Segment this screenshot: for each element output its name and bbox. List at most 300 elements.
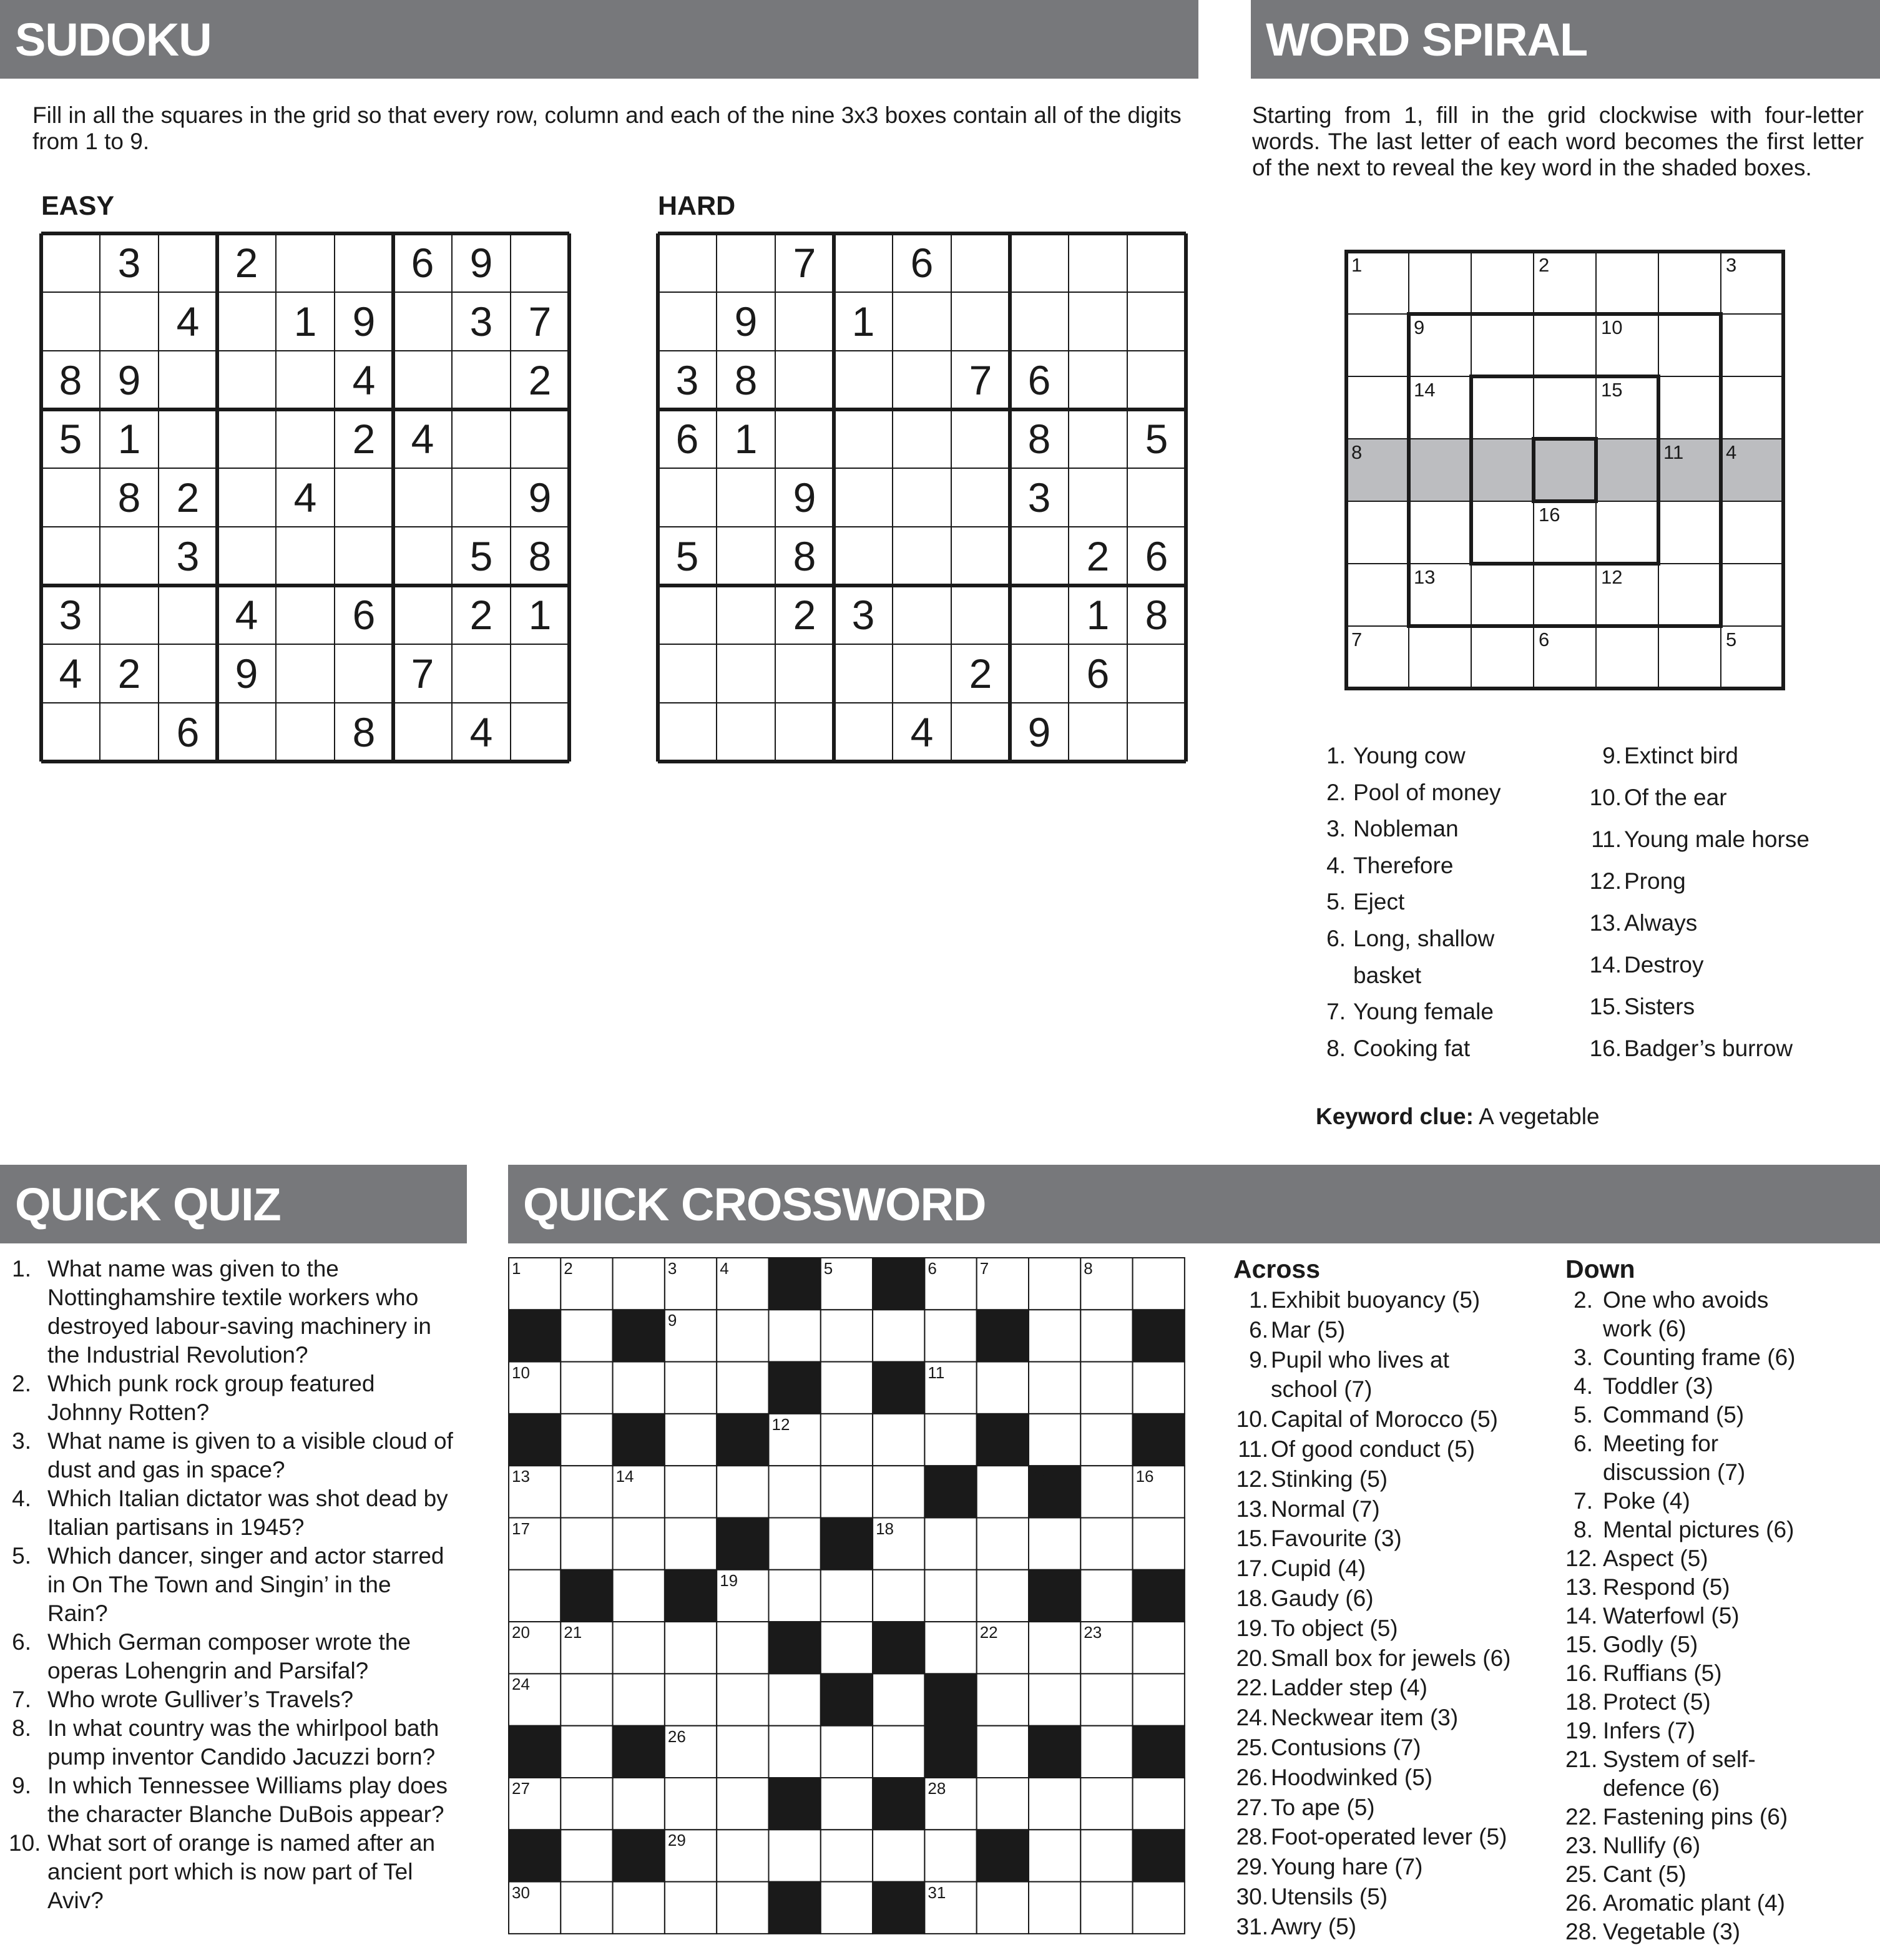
crossword-cell[interactable] [1029, 1414, 1080, 1466]
crossword-cell[interactable] [821, 1726, 873, 1778]
sudoku-cell[interactable] [452, 644, 511, 703]
clue-text: Nottinghamshire textile workers who [47, 1285, 419, 1310]
sudoku-cell[interactable]: 8 [1027, 416, 1051, 462]
crossword-cell[interactable] [613, 1622, 665, 1673]
sudoku-cell[interactable] [775, 292, 834, 351]
sudoku-cell[interactable]: 3 [469, 298, 493, 345]
sudoku-cell[interactable] [951, 233, 1010, 292]
crossword-cell[interactable] [977, 1726, 1029, 1778]
crossword-cell[interactable] [1029, 1362, 1080, 1414]
sudoku-cell[interactable] [100, 527, 159, 586]
sudoku-cell[interactable] [217, 703, 276, 762]
sudoku-cell[interactable] [1010, 644, 1069, 703]
sudoku-cell[interactable] [893, 409, 951, 468]
crossword-cell[interactable] [717, 1362, 768, 1414]
sudoku-cell[interactable] [217, 468, 276, 527]
clue-text: Therefore [1353, 852, 1454, 878]
black-square [924, 1466, 976, 1517]
crossword-cell[interactable] [665, 1466, 717, 1517]
clue-text: What name was given to the [47, 1256, 339, 1281]
sudoku-cell[interactable]: 8 [793, 533, 816, 579]
crossword-cell[interactable] [561, 1882, 612, 1934]
sudoku-cell[interactable] [893, 468, 951, 527]
clue-text: Of the ear [1624, 785, 1727, 810]
crossword-cell[interactable] [665, 1882, 717, 1934]
crossword-cell[interactable] [1133, 1258, 1185, 1310]
clue-number: 28. [1236, 1824, 1268, 1850]
crossword-cell[interactable] [821, 1778, 873, 1830]
sudoku-cell[interactable]: 6 [910, 240, 934, 286]
crossword-cell[interactable] [924, 1570, 976, 1622]
sudoku-cell[interactable] [41, 527, 100, 586]
crossword-cell[interactable] [1133, 1362, 1185, 1414]
crossword-cell[interactable] [821, 1570, 873, 1622]
crossword-cell[interactable] [873, 1570, 924, 1622]
sudoku-cell[interactable] [276, 644, 335, 703]
sudoku-cell[interactable] [217, 527, 276, 586]
crossword-number: 31 [928, 1883, 946, 1902]
black-square [977, 1414, 1029, 1466]
sudoku-cell[interactable]: 2 [235, 240, 258, 286]
crossword-cell[interactable] [665, 1673, 717, 1725]
clue-number: 10. [1589, 785, 1622, 810]
sudoku-cell[interactable] [893, 586, 951, 644]
sudoku-cell[interactable] [159, 351, 217, 409]
sudoku-cell[interactable] [1010, 292, 1069, 351]
crossword-cell[interactable] [1133, 1673, 1185, 1725]
sudoku-cell[interactable] [217, 409, 276, 468]
crossword-cell[interactable] [561, 1778, 612, 1830]
sudoku-cell[interactable]: 8 [528, 533, 552, 579]
sudoku-cell[interactable] [1127, 233, 1186, 292]
crossword-cell[interactable] [924, 1518, 976, 1570]
crossword-cell[interactable] [924, 1310, 976, 1361]
sudoku-cell[interactable] [452, 409, 511, 468]
crossword-cell[interactable] [561, 1518, 612, 1570]
crossword-cell[interactable] [613, 1778, 665, 1830]
crossword-cell[interactable] [509, 1570, 561, 1622]
sudoku-cell[interactable]: 6 [1027, 357, 1051, 403]
sudoku-cell[interactable]: 6 [675, 416, 699, 462]
crossword-cell[interactable] [821, 1414, 873, 1466]
sudoku-cell[interactable]: 8 [734, 357, 758, 403]
sudoku-cell[interactable]: 1 [851, 298, 875, 345]
clue-text: Foot-operated lever (5) [1271, 1824, 1507, 1850]
crossword-cell[interactable] [613, 1362, 665, 1414]
crossword-cell[interactable] [561, 1726, 612, 1778]
sudoku-cell[interactable] [217, 292, 276, 351]
crossword-cell[interactable] [665, 1362, 717, 1414]
crossword-cell[interactable] [613, 1882, 665, 1934]
sudoku-cell[interactable] [511, 409, 569, 468]
crossword-cell[interactable] [1029, 1622, 1080, 1673]
crossword-cell[interactable] [561, 1466, 612, 1517]
crossword-cell[interactable] [977, 1673, 1029, 1725]
sudoku-cell[interactable] [452, 351, 511, 409]
crossword-cell[interactable] [769, 1830, 821, 1881]
sudoku-cell[interactable]: 8 [59, 357, 82, 403]
sudoku-cell[interactable]: 7 [969, 357, 992, 403]
clue-number: 19. [1565, 1718, 1598, 1743]
sudoku-cell[interactable] [41, 703, 100, 762]
crossword-cell[interactable] [665, 1414, 717, 1466]
crossword-cell[interactable] [769, 1310, 821, 1361]
crossword-cell[interactable] [665, 1518, 717, 1570]
sudoku-cell[interactable] [393, 527, 452, 586]
sudoku-cell[interactable] [775, 351, 834, 409]
crossword-cell[interactable] [873, 1726, 924, 1778]
crossword-cell[interactable] [924, 1622, 976, 1673]
sudoku-cell[interactable] [658, 233, 717, 292]
sudoku-cell[interactable] [834, 644, 893, 703]
sudoku-cell[interactable] [1010, 586, 1069, 644]
sudoku-cell[interactable] [834, 527, 893, 586]
sudoku-cell[interactable] [893, 292, 951, 351]
sudoku-cell[interactable]: 7 [793, 240, 816, 286]
sudoku-cell[interactable] [717, 527, 775, 586]
crossword-number: 15 [1032, 1467, 1050, 1486]
sudoku-cell[interactable] [1069, 233, 1127, 292]
clue-text: Young male horse [1624, 826, 1809, 852]
crossword-cell[interactable] [717, 1778, 768, 1830]
clue-number: 6. [12, 1629, 31, 1655]
sudoku-cell[interactable]: 1 [117, 416, 141, 462]
sudoku-cell[interactable]: 8 [352, 709, 376, 755]
sudoku-cell[interactable] [1069, 409, 1127, 468]
crossword-cell[interactable] [821, 1310, 873, 1361]
sudoku-cell[interactable] [41, 468, 100, 527]
sudoku-cell[interactable] [159, 586, 217, 644]
keyword-label: Keyword clue: [1316, 1104, 1474, 1129]
keyword-clue [1316, 1104, 1600, 1130]
crossword-cell[interactable] [821, 1830, 873, 1881]
crossword-cell[interactable] [1080, 1414, 1132, 1466]
clue-text: dust and gas in space? [47, 1457, 285, 1482]
sudoku-cell[interactable]: 5 [469, 533, 493, 579]
crossword-cell[interactable] [821, 1466, 873, 1517]
keyword-value: A vegetable [1473, 1104, 1600, 1129]
sudoku-cell[interactable] [1127, 468, 1186, 527]
sudoku-cell[interactable]: 6 [1086, 650, 1110, 697]
clue-number: 21. [1565, 1747, 1598, 1772]
sudoku-cell[interactable] [159, 233, 217, 292]
sudoku-cell[interactable] [1127, 703, 1186, 762]
black-square [509, 1414, 561, 1466]
clue-text: Gaudy (6) [1271, 1585, 1374, 1611]
crossword-cell[interactable] [717, 1726, 768, 1778]
sudoku-cell[interactable]: 4 [293, 474, 317, 521]
sudoku-cell[interactable] [41, 233, 100, 292]
sudoku-cell[interactable]: 9 [469, 240, 493, 286]
sudoku-cell[interactable]: 9 [352, 298, 376, 345]
sudoku-cell[interactable]: 9 [528, 474, 552, 521]
sudoku-cell[interactable] [1010, 233, 1069, 292]
crossword-cell[interactable] [769, 1726, 821, 1778]
sudoku-cell[interactable] [951, 409, 1010, 468]
sudoku-cell[interactable] [951, 468, 1010, 527]
sudoku-cell[interactable]: 3 [1027, 474, 1051, 521]
crossword-cell[interactable] [1029, 1778, 1080, 1830]
sudoku-cell[interactable]: 9 [1027, 709, 1051, 755]
sudoku-cell[interactable] [393, 468, 452, 527]
sudoku-cell[interactable] [1127, 351, 1186, 409]
clue-text: Rain? [47, 1600, 108, 1626]
crossword-cell[interactable] [1080, 1882, 1132, 1934]
sudoku-cell[interactable]: 2 [176, 474, 200, 521]
sudoku-cell[interactable] [717, 233, 775, 292]
crossword-cell[interactable] [924, 1830, 976, 1881]
sudoku-cell[interactable] [100, 586, 159, 644]
crossword-cell[interactable] [1133, 1622, 1185, 1673]
sudoku-cell[interactable] [951, 703, 1010, 762]
sudoku-cell[interactable]: 2 [117, 650, 141, 697]
sudoku-cell[interactable]: 4 [235, 592, 258, 638]
crossword-cell[interactable] [769, 1466, 821, 1517]
crossword-cell[interactable] [1029, 1258, 1080, 1310]
sudoku-cell[interactable] [834, 468, 893, 527]
sudoku-cell[interactable]: 1 [293, 298, 317, 345]
sudoku-cell[interactable]: 4 [469, 709, 493, 755]
sudoku-cell[interactable] [511, 644, 569, 703]
crossword-cell[interactable] [873, 1830, 924, 1881]
crossword-cell[interactable] [1080, 1466, 1132, 1517]
crossword-cell[interactable] [977, 1882, 1029, 1934]
crossword-cell[interactable] [1029, 1310, 1080, 1361]
crossword-cell[interactable] [1080, 1310, 1132, 1361]
crossword-cell[interactable] [769, 1673, 821, 1725]
sudoku-cell[interactable] [335, 468, 393, 527]
sudoku-cell[interactable]: 3 [176, 533, 200, 579]
sudoku-cell[interactable]: 4 [176, 298, 200, 345]
sudoku-cell[interactable]: 2 [352, 416, 376, 462]
sudoku-cell[interactable] [951, 527, 1010, 586]
sudoku-cell[interactable] [951, 292, 1010, 351]
crossword-cell[interactable] [717, 1830, 768, 1881]
crossword-cell[interactable] [821, 1622, 873, 1673]
crossword-number: 14 [615, 1467, 634, 1486]
crossword-number: 7 [979, 1259, 989, 1278]
sudoku-cell[interactable] [217, 351, 276, 409]
crossword-cell[interactable] [924, 1414, 976, 1466]
sudoku-cell[interactable] [276, 703, 335, 762]
sudoku-cell[interactable]: 9 [235, 650, 258, 697]
crossword-cell[interactable] [873, 1414, 924, 1466]
crossword-cell[interactable] [1080, 1673, 1132, 1725]
crossword-cell[interactable] [1080, 1726, 1132, 1778]
sudoku-cell[interactable]: 5 [675, 533, 699, 579]
clue-number: 3. [1574, 1345, 1593, 1370]
sudoku-cell[interactable] [100, 292, 159, 351]
sudoku-cell[interactable]: 9 [117, 357, 141, 403]
sudoku-cell[interactable] [893, 527, 951, 586]
crossword-cell[interactable] [1029, 1882, 1080, 1934]
sudoku-cell[interactable] [658, 468, 717, 527]
sudoku-cell[interactable] [951, 586, 1010, 644]
crossword-cell[interactable] [717, 1310, 768, 1361]
crossword-cell[interactable] [561, 1310, 612, 1361]
crossword-cell[interactable] [665, 1778, 717, 1830]
sudoku-cell[interactable]: 8 [1145, 592, 1168, 638]
sudoku-cell[interactable]: 3 [117, 240, 141, 286]
sudoku-cell[interactable] [41, 292, 100, 351]
sudoku-cell[interactable]: 1 [528, 592, 552, 638]
sudoku-cell[interactable]: 2 [969, 650, 992, 697]
sudoku-cell[interactable] [834, 351, 893, 409]
crossword-cell[interactable] [613, 1518, 665, 1570]
sudoku-cell[interactable] [159, 644, 217, 703]
sudoku-cell[interactable]: 3 [851, 592, 875, 638]
crossword-number: 3 [667, 1259, 677, 1278]
sudoku-cell[interactable] [276, 351, 335, 409]
sudoku-cell[interactable] [834, 703, 893, 762]
sudoku-cell[interactable]: 9 [734, 298, 758, 345]
sudoku-cell[interactable] [159, 409, 217, 468]
crossword-cell[interactable] [561, 1362, 612, 1414]
crossword-cell[interactable] [561, 1673, 612, 1725]
sudoku-cell[interactable] [658, 644, 717, 703]
sudoku-cell[interactable] [276, 586, 335, 644]
sudoku-cell[interactable] [775, 644, 834, 703]
sudoku-cell[interactable]: 5 [1145, 416, 1168, 462]
crossword-cell[interactable] [1133, 1778, 1185, 1830]
crossword-cell[interactable] [977, 1362, 1029, 1414]
sudoku-cell[interactable]: 3 [675, 357, 699, 403]
crossword-cell[interactable] [613, 1673, 665, 1725]
sudoku-cell[interactable] [1069, 468, 1127, 527]
sudoku-cell[interactable] [775, 409, 834, 468]
crossword-number: 29 [667, 1831, 686, 1850]
crossword-cell[interactable] [821, 1882, 873, 1934]
sudoku-cell[interactable] [893, 351, 951, 409]
clue-text: What sort of orange is named after an [47, 1830, 436, 1856]
sudoku-cell[interactable] [335, 527, 393, 586]
sudoku-cell[interactable] [335, 233, 393, 292]
crossword-cell[interactable] [1080, 1830, 1132, 1881]
sudoku-cell[interactable]: 4 [59, 650, 82, 697]
sudoku-cell[interactable]: 6 [176, 709, 200, 755]
crossword-cell[interactable] [561, 1414, 612, 1466]
sudoku-cell[interactable]: 1 [734, 416, 758, 462]
crossword-cell[interactable] [717, 1466, 768, 1517]
sudoku-cell[interactable] [1069, 351, 1127, 409]
sudoku-cell[interactable] [834, 233, 893, 292]
crossword-cell[interactable] [1080, 1778, 1132, 1830]
crossword-cell[interactable] [1133, 1882, 1185, 1934]
sudoku-cell[interactable]: 9 [793, 474, 816, 521]
sudoku-cell[interactable]: 1 [1086, 592, 1110, 638]
crossword-cell[interactable] [1029, 1518, 1080, 1570]
sudoku-cell[interactable]: 6 [1145, 533, 1168, 579]
sudoku-cell[interactable] [1069, 292, 1127, 351]
sudoku-cell[interactable] [511, 233, 569, 292]
sudoku-cell[interactable]: 5 [59, 416, 82, 462]
crossword-cell[interactable] [1080, 1362, 1132, 1414]
crossword-cell[interactable] [977, 1518, 1029, 1570]
crossword-cell[interactable] [1029, 1673, 1080, 1725]
sudoku-cell[interactable] [658, 703, 717, 762]
sudoku-cell[interactable] [717, 586, 775, 644]
sudoku-cell[interactable] [393, 703, 452, 762]
clue-text: Johnny Rotten? [47, 1399, 210, 1425]
sudoku-cell[interactable] [511, 703, 569, 762]
sudoku-cell[interactable]: 7 [411, 650, 434, 697]
crossword-cell[interactable] [717, 1622, 768, 1673]
crossword-number: 5 [823, 1259, 833, 1278]
sudoku-cell[interactable] [335, 644, 393, 703]
crossword-cell[interactable] [1029, 1830, 1080, 1881]
sudoku-cell[interactable]: 6 [411, 240, 434, 286]
crossword-cell[interactable] [769, 1570, 821, 1622]
sudoku-cell[interactable] [775, 703, 834, 762]
crossword-cell[interactable] [821, 1362, 873, 1414]
sudoku-cell[interactable] [100, 703, 159, 762]
sudoku-cell[interactable] [276, 527, 335, 586]
crossword-cell[interactable] [665, 1622, 717, 1673]
sudoku-cell[interactable]: 3 [59, 592, 82, 638]
sudoku-cell[interactable] [658, 292, 717, 351]
sudoku-cell[interactable] [1069, 703, 1127, 762]
crossword-cell[interactable] [873, 1310, 924, 1361]
crossword-cell[interactable] [977, 1778, 1029, 1830]
sudoku-cell[interactable] [1127, 644, 1186, 703]
sudoku-cell[interactable]: 6 [352, 592, 376, 638]
clue-number: 25. [1565, 1861, 1598, 1887]
sudoku-cell[interactable] [276, 409, 335, 468]
crossword-cell[interactable] [977, 1466, 1029, 1517]
crossword-cell[interactable] [1133, 1518, 1185, 1570]
crossword-cell[interactable] [1080, 1518, 1132, 1570]
sudoku-cell[interactable]: 7 [528, 298, 552, 345]
sudoku-cell[interactable]: 2 [469, 592, 493, 638]
clue-text: Young cow [1353, 743, 1466, 768]
sudoku-cell[interactable]: 4 [411, 416, 434, 462]
crossword-cell[interactable] [717, 1673, 768, 1725]
crossword-cell[interactable] [1080, 1570, 1132, 1622]
sudoku-cell[interactable]: 4 [352, 357, 376, 403]
clue-text: What name is given to a visible cloud of [47, 1428, 453, 1454]
sudoku-cell[interactable]: 2 [1086, 533, 1110, 579]
sudoku-cell[interactable] [393, 586, 452, 644]
sudoku-cell[interactable] [276, 233, 335, 292]
sudoku-cell[interactable]: 8 [117, 474, 141, 521]
sudoku-cell[interactable]: 4 [910, 709, 934, 755]
sudoku-cell[interactable] [658, 586, 717, 644]
sudoku-cell[interactable] [717, 703, 775, 762]
sudoku-cell[interactable] [393, 351, 452, 409]
sudoku-cell[interactable] [834, 409, 893, 468]
crossword-cell[interactable] [717, 1882, 768, 1934]
sudoku-cell[interactable] [452, 468, 511, 527]
crossword-cell[interactable] [873, 1673, 924, 1725]
crossword-cell[interactable] [873, 1466, 924, 1517]
black-square [873, 1258, 924, 1310]
sudoku-cell[interactable] [893, 644, 951, 703]
sudoku-cell[interactable] [1010, 527, 1069, 586]
sudoku-cell[interactable] [717, 468, 775, 527]
crossword-cell[interactable] [977, 1570, 1029, 1622]
crossword-cell[interactable] [613, 1570, 665, 1622]
crossword-cell[interactable] [561, 1830, 612, 1881]
clue-text: Waterfowl (5) [1603, 1603, 1740, 1629]
sudoku-cell[interactable] [717, 644, 775, 703]
crossword-cell[interactable] [769, 1518, 821, 1570]
sudoku-cell[interactable] [393, 292, 452, 351]
sudoku-cell[interactable]: 2 [793, 592, 816, 638]
sudoku-cell[interactable]: 2 [528, 357, 552, 403]
crossword-cell[interactable] [613, 1258, 665, 1310]
spiral-cell-number: 13 [1414, 566, 1436, 588]
sudoku-cell[interactable] [1127, 292, 1186, 351]
